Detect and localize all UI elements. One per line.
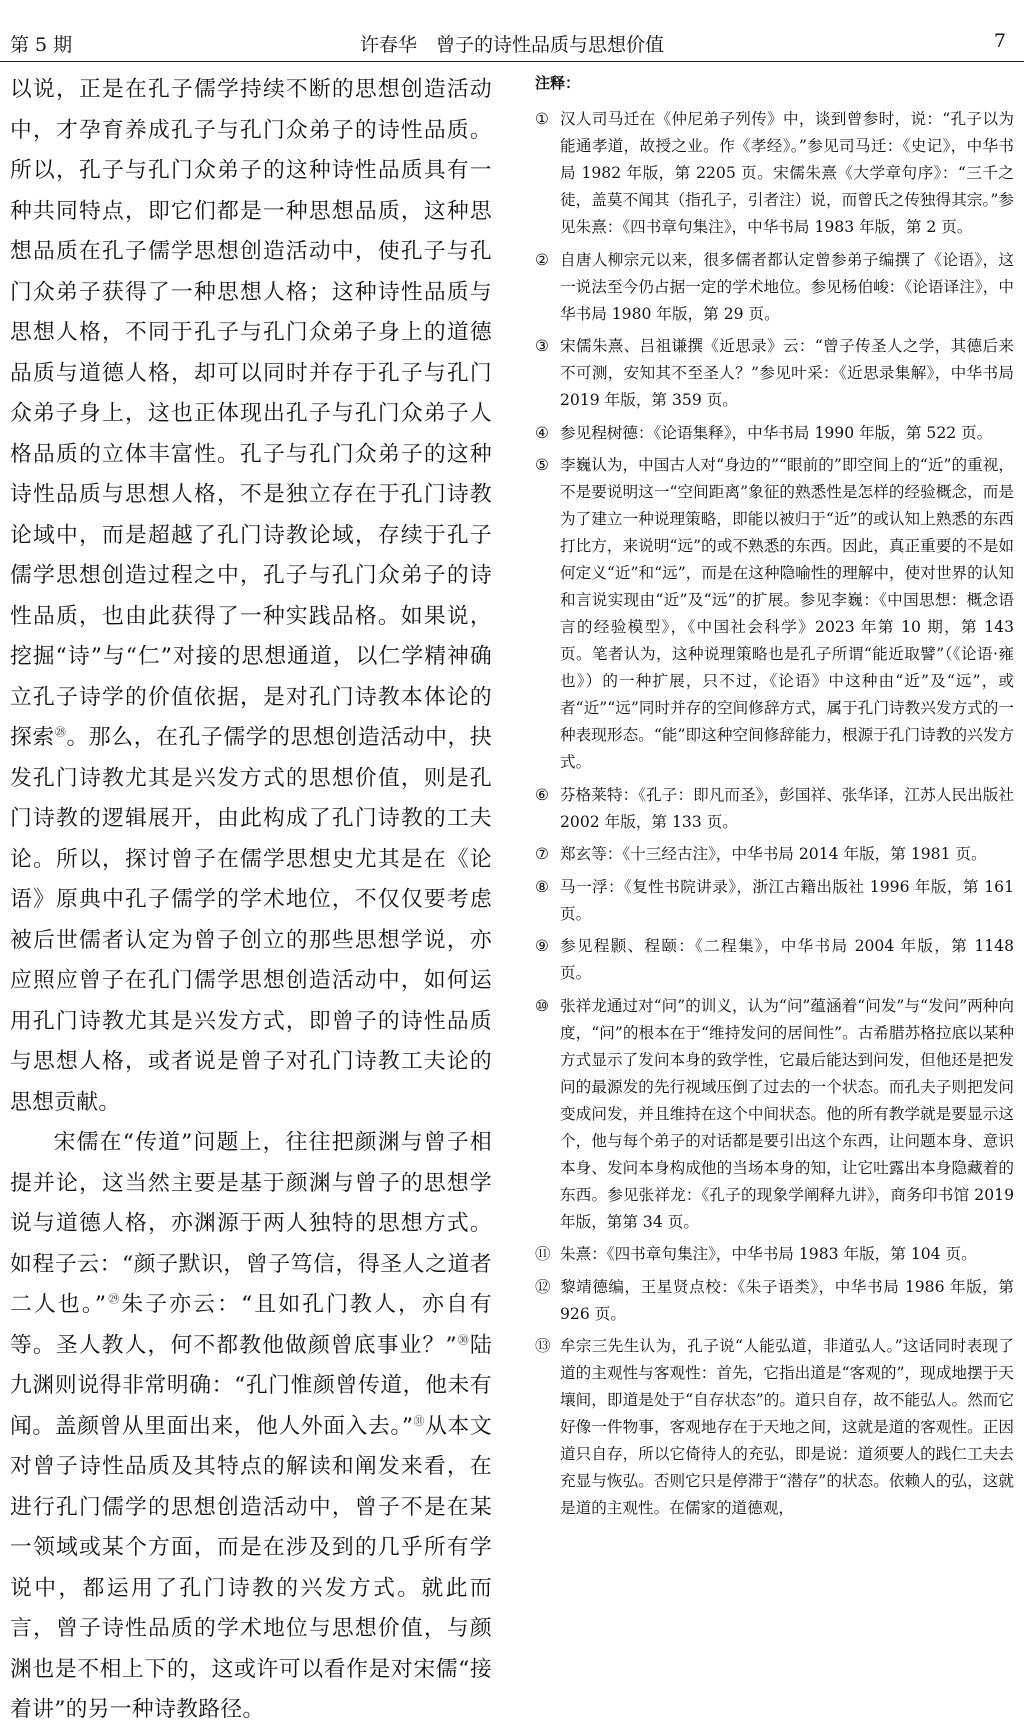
notes-column (535, 72, 1014, 1528)
body-paragraph-1: 以说，正是在孔子儒学持续不断的思想创造活动中，才孕育养成孔子与孔门众弟子的诗性品质。所以，孔子与孔门众弟子的这种诗性品质具有一种共同特点，即它们都是一种思想品质，这种思想品质在孔子儒学思想创造活动中，使孔子与孔门众弟子获得了一种思想人格；这种诗性品质与思想人格，不同于孔子与孔门众弟子身上的道德品质与道德人格，却可以同时并存于孔子与孔门众弟子身上，这也正体现出孔子与孔门众弟子人格品质的立体丰富性。孔子与孔门众弟子的这种诗性品质与思想人格，不是独立存在于孔门诗教论域中，而是超越了孔门诗教论域，存续于孔子儒学思想创造过程之中，孔子与孔门众弟子的诗性品质，也由此获得了一种实践品格。如果说，挖掘“诗”与“仁”对接的思想通道，以仁学精神确立孔子诗学的价值依据，是对孔门诗教本体论的探索$^㉘$。那么，在孔子儒学的思想创造活动中，抉发孔门诗教尤其是兴发方式的思想价值，则是孔门诗教的逻辑展开，由此构成了孔门诗教的工夫论。所以，探讨曾子在儒学思想史尤其是在《论语》原典中孔子儒学的学术地位，不仅仅要考虑被后世儒者认定为曾子创立的那些思想学说，亦应照应曾子在孔门儒学思想创造活动中，如何运用孔门诗教尤其是兴发方式，即曾子的诗性品质与思想人格，或者说是曾子对孔门诗教工夫论的思想贡献。 (10, 77, 492, 1115)
page-header (0, 0, 1024, 62)
note-item: ③ 宋儒朱熹、吕祖谦撰《近思录》云：“曾子传圣人之学，其德后来不可测，安知其不至圣人？”参见叶采：《近思录集解》，中华书局 2019 年版，第 359 页。 (535, 337, 1014, 409)
body-paragraph-2: 宋儒在“传道”问题上，往往把颜渊与曾子相提并论，这当然主要是基于颜渊与曾子的思想学说与道德人格，亦渊源于两人独特的思想方式。如程子云：“颜子默识，曾子笃信，得圣人之道者二人也。”$^㉙$朱子亦云：“且如孔门教人，亦自有等。圣人教人，何不都教他做颜曾底事业？”$^㉚$陆九渊则说得非常明确：“孔门惟颜曾传道，他未有闻。盖颜曾从里面出来，他人外面入去。”$^㉛$从本文对曾子诗性品质及其特点的解读和阐发来看，在进行孔门儒学的思想创造活动中，曾子不是在某一领域或某个方面，而是在涉及到的几乎所有学说中，都运用了孔门诗教的兴发方式。就此而言，曾子诗性品质的学术地位与思想价值，与颜渊也是不相上下的，这或许可以看作是对宋儒“接着讲”的另一种诗教路径。 (10, 1130, 492, 1722)
note-item: ④ 参见程树德：《论语集释》，中华书局 1990 年版，第 522 页。 (535, 423, 993, 442)
main-text-column (10, 70, 492, 1731)
note-item: ⑨ 参见程颢、程颐：《二程集》，中华书局 2004 年版，第 1148 页。 (535, 937, 1014, 982)
footnote-ref-28: ㉘ (54, 725, 67, 739)
running-title: 许春华 曾子的诗性品质与思想价值 (359, 34, 664, 56)
notes-heading: 注释： (535, 74, 581, 92)
footnote-ref-31: ㉛ (413, 1414, 426, 1428)
note-item: ⑫ 黎靖德编，王星贤点校：《朱子语类》，中华书局 1986 年版，第 926 页。 (535, 1277, 1014, 1323)
footnote-ref-30: ㉚ (456, 1333, 470, 1347)
note-item: ⑤ 李巍认为，中国古人对“身边的”“眼前的”即空间上的“近”的重视，不是要说明这一“空间距离”象征的熟悉性是怎样的经验概念，而是为了建立一种说理策略，即能以被归于“近”的或认知上熟悉的东西打比方，来说明“远”的或不熟悉的东西。因此，真正重要的不是如何定义“近”和“远”，而是在这种隐喻性的理解中，使对世界的认知和言说实现由“近”及“远”的扩展。参见李巍：《中国思想：概念语言的经验模型》，《中国社会科学》2023 年第 10 期，第 143 页。笔者认为，这种说理策略也是孔子所谓“能近取譬”（《论语·雍也》）的一种扩展，只不过，《论语》中这种由“近”及“远”，或者“近”“远”同时并存的空间修辞方式，属于孔门诗教兴发方式的一种表现形态。“能”即这种空间修辞能力，根源于孔门诗教的兴发方式。 (535, 456, 1014, 771)
note-item: ⑩ 张祥龙通过对“问”的训义，认为“问”蕴涵着“问发”与“发问”两种向度，“问”的根本在于“维持发问的居间性”。古希腊苏格拉底以某种方式显示了发问本身的致学性，它最后能达到问发，但他还是把发问的最源发的先行视域压倒了过去的一个状态。而孔夫子则把发问变成问发，并且维持在这个中间状态。他的所有教学就是要显示这个，他与每个弟子的对话都是要引出这个东西，让问题本身、意识本身、发问本身构成他的当场本身的知，让它吐露出本身隐藏着的东西。参见张祥龙：《孔子的现象学阐释九讲》，商务印书馆 2019 年版，第第 34 页。 (535, 996, 1014, 1231)
note-item: ② 自唐人柳宗元以来，很多儒者都认定曾参弟子编撰了《论语》，这一说法至今仍占据一定的学术地位。参见杨伯峻：《论语译注》，中华书局 1980 年版，第 29 页。 (535, 250, 1014, 323)
footnote-ref-29: ㉙ (106, 1292, 122, 1306)
issue-number: 第 5 期 (10, 34, 73, 56)
note-item: ① 汉人司马迁在《仲尼弟子列传》中，谈到曾参时，说：“孔子以为能通孝道，故授之业。作《孝经》。”参见司马迁：《史记》，中华书局 1982 年版，第 2205 页。宋儒朱熹《大学章句序》：“三千之徒，盖莫不闻其（指孔子，引者注）说，而曾氏之传独得其宗。”参见朱熹：《四书章句集注》，中华书局 1983 年版，第 2 页。 (535, 110, 1014, 236)
note-item: ⑧ 马一浮：《复性书院讲录》，浙江古籍出版社 1996 年版，第 161 页。 (535, 877, 1014, 923)
note-item: ⑪ 朱熹：《四书章句集注》，中华书局 1983 年版，第 104 页。 (535, 1245, 977, 1263)
note-item: ⑬ 牟宗三先生认为，孔子说“人能弘道，非道弘人。”这话同时表现了道的主观性与客观性：首先，它指出道是“客观的”，现成地摆于天壤间，即道是处于“自存状态”的。道只自存，故不能弘人。然而它好像一件物事，客观地存在于天地之间，这就是道的客观性。正因道只自存，所以它倚待人的充弘，即是说：道须要人的践仁工夫去充显与恢弘。否则它只是停滞于“潜存”的状态。依赖人的弘，这就是道的主观性。在儒家的道德观， (535, 1337, 1014, 1517)
note-item: ⑥ 芬格莱特：《孔子：即凡而圣》，彭国祥、张华译，江苏人民出版社 2002 年版，第 133 页。 (535, 785, 1014, 831)
note-item: ⑦ 郑玄等：《十三经古注》，中华书局 2014 年版，第 1981 页。 (535, 845, 987, 863)
page-number: 7 (993, 30, 1006, 52)
